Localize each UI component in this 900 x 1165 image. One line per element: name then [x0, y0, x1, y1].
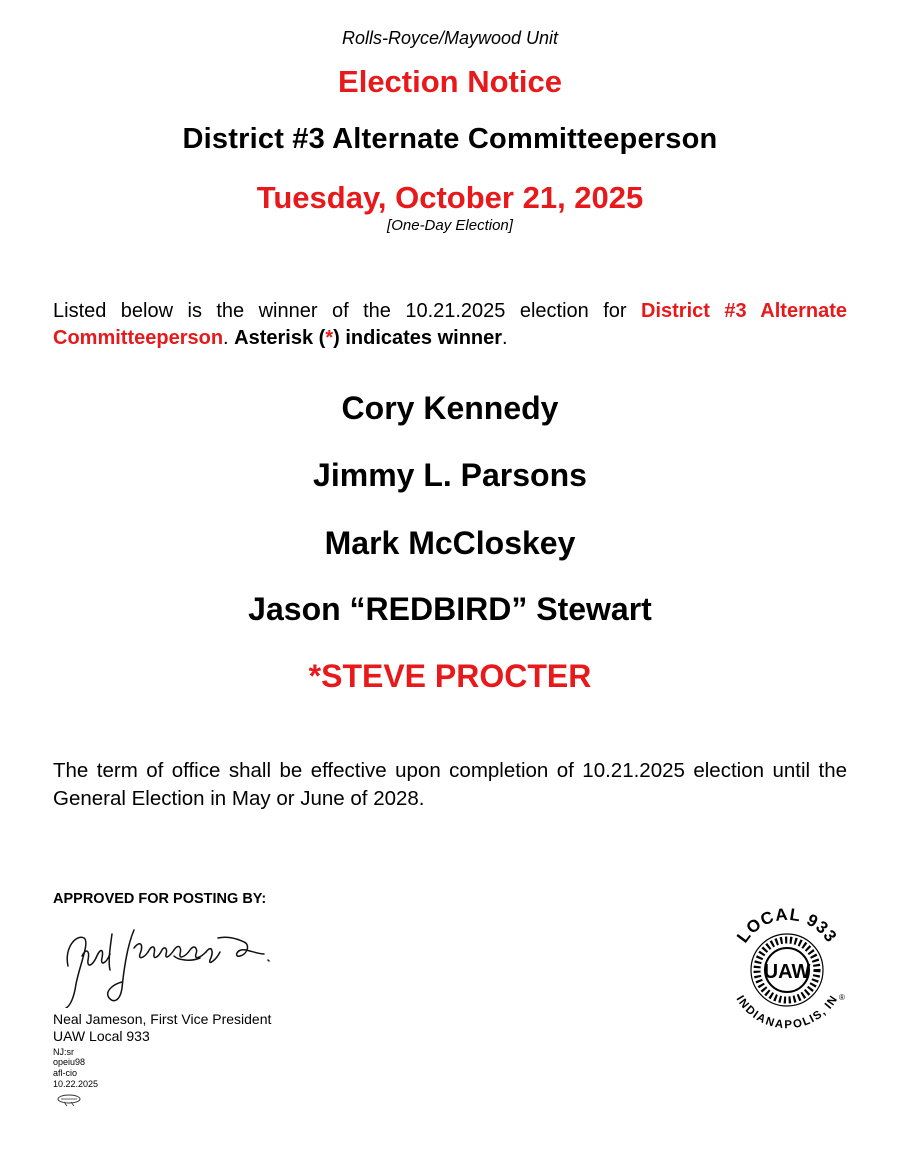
logo-center-text: UAW: [763, 961, 811, 983]
registered-mark: ®: [839, 993, 845, 1002]
notice-title: Election Notice: [338, 64, 562, 99]
intro-end: .: [502, 327, 508, 349]
unit-name: Rolls-Royce/Maywood Unit: [341, 28, 559, 48]
approved-label: APPROVED FOR POSTING BY:: [53, 891, 267, 907]
term-paragraph: The term of office shall be effective upon completion of 10.21.2025 election until the General Election in May or June of 2028.: [53, 759, 847, 810]
intro-position-highlight: District #3 Alternate Committeeperson: [53, 300, 847, 349]
position-title: District #3 Alternate Committeeperson: [182, 123, 718, 155]
union-code: opeiu98: [53, 1057, 86, 1067]
candidate-name: Jimmy L. Parsons: [313, 457, 587, 493]
uaw-local-933-logo-icon: [722, 898, 852, 1048]
svg-text:INDIANAPOLIS, IN: [734, 994, 841, 1031]
asterisk-note-prefix: Asterisk (: [234, 327, 326, 349]
asterisk-symbol: *: [325, 327, 334, 349]
logo-bottom-text: INDIANAPOLIS, IN: [733, 993, 841, 1032]
signature-image: [50, 908, 270, 1008]
union-bug-icon: [55, 1093, 83, 1107]
signer-org: UAW Local 933: [53, 1028, 150, 1044]
typist-initials: NJ:sr: [53, 1047, 74, 1057]
candidate-name: Mark McCloskey: [324, 525, 576, 561]
intro-paragraph: [53, 298, 847, 352]
asterisk-note-suffix: ) indicates winner: [333, 327, 503, 349]
winner-name: *STEVE PROCTER: [308, 658, 592, 694]
signer-name: Neal Jameson, First Vice President: [53, 1011, 272, 1027]
logo-top-text: LOCAL 933: [733, 904, 841, 947]
candidate-name: Jason “REDBIRD” Stewart: [248, 591, 652, 627]
candidate-name: Cory Kennedy: [341, 390, 559, 426]
election-date: Tuesday, October 21, 2025: [256, 180, 644, 215]
intro-sep: .: [223, 327, 235, 349]
posted-date: 10.22.2025: [53, 1079, 99, 1089]
intro-text: Listed below is the winner of the 10.21.2025 election for: [53, 300, 642, 322]
affiliation: afl-cio: [53, 1068, 78, 1078]
election-type: [One-Day Election]: [387, 217, 513, 234]
